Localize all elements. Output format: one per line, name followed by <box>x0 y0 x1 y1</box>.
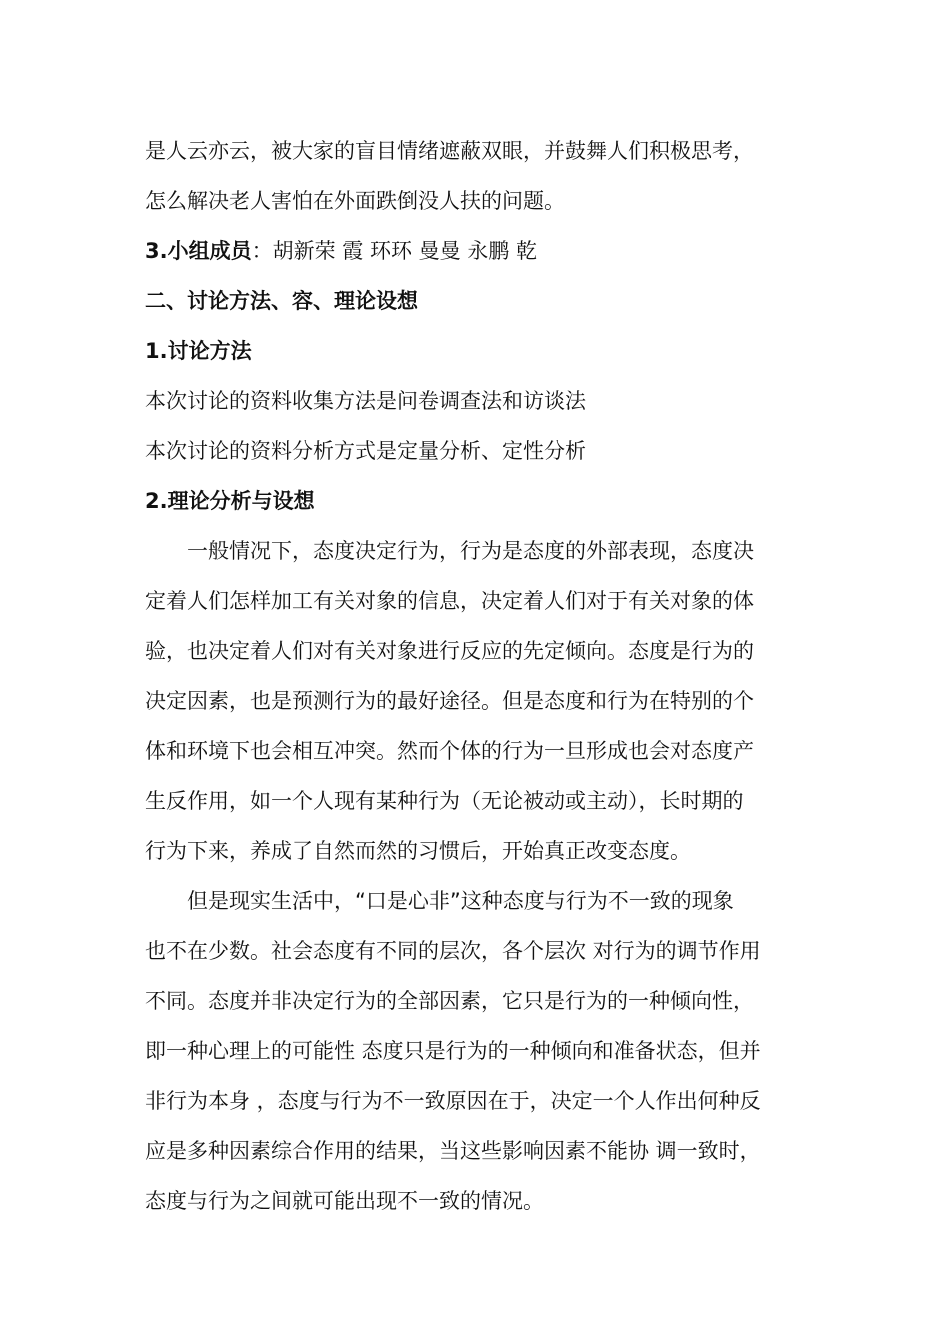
paragraph-1-line-6: 生反作用，如一个人现有某种行为（无论被动或主动），长时期的 <box>145 789 744 813</box>
subheading-discussion-method: 1.讨论方法 <box>145 339 252 363</box>
intro-line-1: 是人云亦云，被大家的盲目情绪遮蔽双眼，并鼓舞人们积极思考， <box>145 139 754 163</box>
section-heading-methods: 二、讨论方法、容、理论设想 <box>145 289 418 313</box>
document-body <box>145 126 805 1226</box>
intro-line-2: 怎么解决老人害怕在外面跌倒没人扶的问题。 <box>145 189 565 213</box>
paragraph-2-line-7: 态度与行为之间就可能出现不一致的情况。 <box>145 1189 544 1213</box>
paragraph-2-line-6: 应是多种因素综合作用的结果，当这些影响因素不能协 调一致时， <box>145 1139 761 1163</box>
paragraph-1-line-5: 体和环境下也会相互冲突。然而个体的行为一旦形成也会对态度产 <box>145 739 754 763</box>
group-members-label: 3.小组成员 <box>145 239 252 263</box>
group-members <box>145 226 805 276</box>
paragraph-1-line-3: 验，也决定着人们对有关对象进行反应的先定倾向。态度是行为的 <box>145 639 754 663</box>
paragraph-1-line-2: 定着人们怎样加工有关对象的信息，决定着人们对于有关对象的体 <box>145 589 754 613</box>
method-line-1: 本次讨论的资料收集方法是问卷调查法和访谈法 <box>145 389 586 413</box>
paragraph-1-line-7: 行为下来，养成了自然而然的习惯后，开始真正改变态度。 <box>145 839 691 863</box>
paragraph-2-line-4: 即一种心理上的可能性 态度只是行为的一种倾向和准备状态，但并 <box>145 1039 761 1063</box>
paragraph-1-line-1: 一般情况下，态度决定行为，行为是态度的外部表现，态度决 <box>187 539 754 563</box>
group-members-text: ：胡新荣 霞 环环 曼曼 永鹏 乾 <box>251 239 537 263</box>
method-line-2: 本次讨论的资料分析方式是定量分析、定性分析 <box>145 439 586 463</box>
paragraph-1-line-4: 决定因素，也是预测行为的最好途径。但是态度和行为在特别的个 <box>145 689 754 713</box>
paragraph-2-line-1: 但是现实生活中，“口是心非”这种态度与行为不一致的现象 <box>187 889 734 913</box>
paragraph-2-line-2: 也不在少数。社会态度有不同的层次，各个层次 对行为的调节作用 <box>145 939 761 963</box>
paragraph-2-line-5: 非行为本身 ，态度与行为不一致原因在于，决定一个人作出何种反 <box>145 1089 761 1113</box>
paragraph-2-line-3: 不同。态度并非决定行为的全部因素，它只是行为的一种倾向性， <box>145 989 754 1013</box>
subheading-theory: 2.理论分析与设想 <box>145 489 315 513</box>
